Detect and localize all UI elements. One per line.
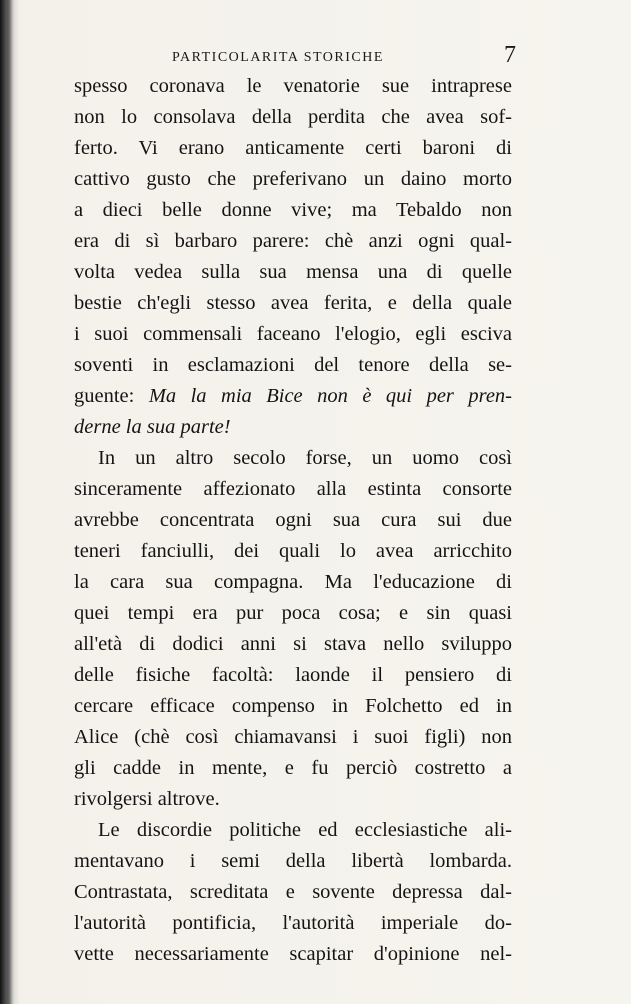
text-line: quei tempi era pur poca cosa; e sin quasi — [74, 602, 512, 624]
text-line: cattivo gusto che preferivano un daino morto — [74, 168, 512, 190]
text-line: In un altro secolo forse, un uomo così — [98, 447, 512, 469]
text-roman: guente: — [74, 385, 149, 407]
body-text — [74, 71, 512, 970]
text-line: spesso coronava le venatorie sue intraprese — [74, 75, 512, 97]
text-line: all'età di dodici anni si stava nello sviluppo — [74, 633, 512, 655]
text-line: rivolgersi altrove. — [74, 788, 220, 810]
text-line — [74, 412, 512, 443]
text-line: i suoi commensali faceano l'elogio, egli esciva — [74, 323, 512, 345]
text-line: Alice (chè così chiamavansi i suoi figli) non — [74, 726, 512, 748]
text-line: teneri fanciulli, dei quali lo avea arricchito — [74, 540, 512, 562]
text-line: Contrastata, screditata e sovente depressa dal- — [74, 881, 512, 903]
text-line: sinceramente affezionato alla estinta consorte — [74, 478, 512, 500]
text-italic: derne la sua parte! — [74, 416, 231, 438]
text-line: la cara sua compagna. Ma l'educazione di — [74, 571, 512, 593]
text-line: l'autorità pontificia, l'autorità imperiale do- — [74, 912, 512, 934]
text-italic: Ma la mia Bice non è qui per pren- — [148, 385, 513, 407]
binding-gutter — [0, 0, 14, 1004]
text-line: delle fisiche facoltà: laonde il pensiero di — [74, 664, 512, 686]
text-line: cercare efficace compenso in Folchetto ed in — [74, 695, 512, 717]
text-line: mentavano i semi della libertà lombarda. — [74, 850, 512, 872]
text-line: a dieci belle donne vive; ma Tebaldo non — [74, 199, 512, 221]
text-line: bestie ch'egli stesso avea ferita, e della quale — [74, 292, 512, 314]
text-line: era di sì barbaro parere: chè anzi ogni qual- — [74, 230, 512, 252]
page-number: 7 — [504, 42, 516, 68]
page-header — [172, 44, 522, 72]
text-line: avrebbe concentrata ogni sua cura sui due — [74, 509, 512, 531]
running-head: PARTICOLARITA STORICHE — [172, 50, 384, 65]
text-line: Le discordie politiche ed ecclesiastiche ali- — [98, 819, 512, 841]
text-line: gli cadde in mente, e fu perciò costretto a — [74, 757, 512, 779]
text-line: soventi in esclamazioni del tenore della se- — [74, 354, 512, 376]
text-line — [74, 381, 512, 412]
text-line: vette necessariamente scapitar d'opinione nel- — [74, 943, 512, 965]
text-line: ferto. Vi erano anticamente certi baroni di — [74, 137, 512, 159]
text-line: non lo consolava della perdita che avea sof- — [74, 106, 512, 128]
text-line: volta vedea sulla sua mensa una di quelle — [74, 261, 512, 283]
